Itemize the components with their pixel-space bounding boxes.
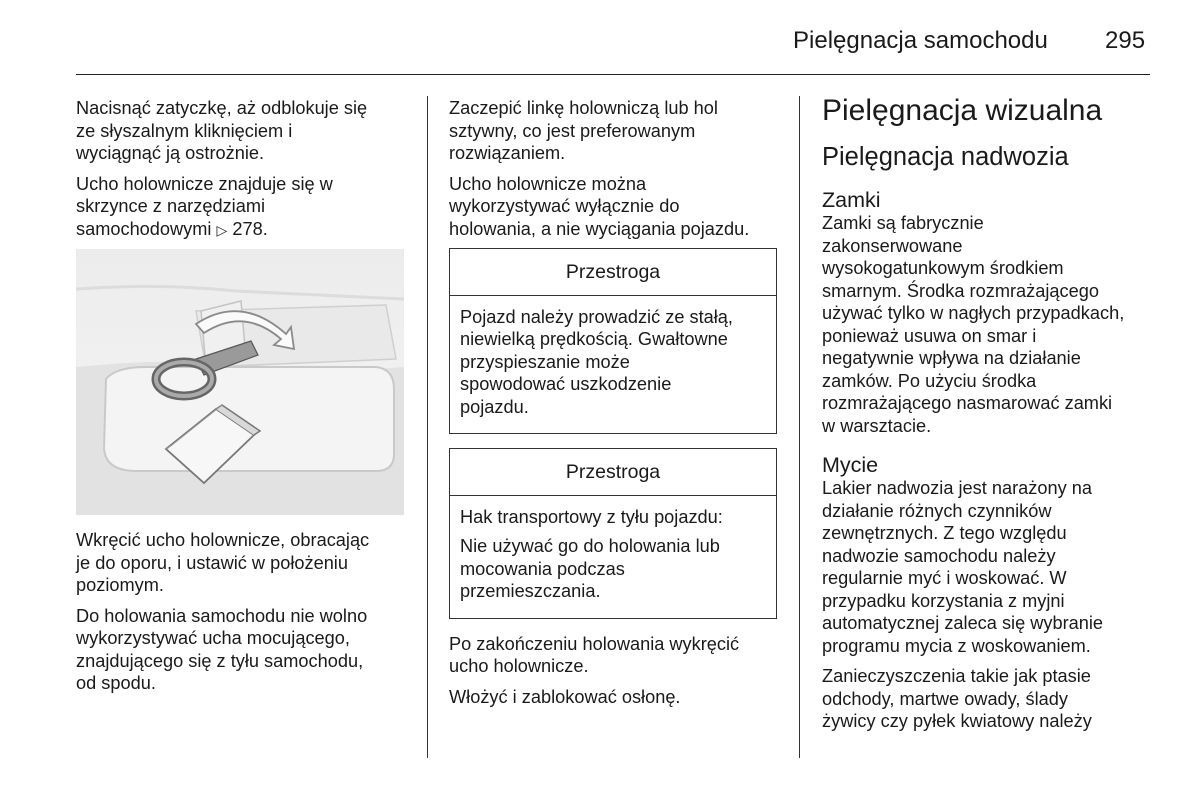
paragraph-insert-cover: Włożyć i zablokować osłonę. (449, 686, 681, 707)
paragraph-towing-only: Ucho holownicze można wykorzystywać wyłącznie do holowania, a nie wyciągania pojazdu. (449, 173, 750, 239)
section-heading: Pielęgnacja wizualna (822, 94, 1103, 127)
column-divider-1 (427, 96, 428, 758)
warning-title: Przestroga (450, 249, 776, 296)
washing-heading: Mycie (822, 453, 879, 477)
tow-eye-location-text: Ucho holownicze znajduje się w skrzynce z narzędziami samochodowymi (76, 173, 333, 239)
warning-text-hook: Hak transportowy z tyłu pojazdu: (460, 506, 723, 527)
warning-title: Przestroga (450, 449, 776, 496)
paragraph-washing: Lakier nadwozia jest narażony na działanie różnych czynników zewnętrznych. Z tego względu nadwozie samochodu należy regularnie myć i woskować. W przypadku korzystania z myjni automatycznej zaleca się wybranie programu mycia z woskowaniem. (822, 478, 1104, 656)
tow-eye-illustration (76, 249, 404, 515)
warning-text-speed: Pojazd należy prowadzić ze stałą, niewielką prędkością. Gwałtowne przyspieszanie może spowodować uszkodzenie pojazdu. (460, 306, 733, 417)
header-rule (76, 74, 1150, 75)
paragraph-tow-eye-location (76, 173, 411, 242)
paragraph-screw-in-eye: Wkręcić ucho holownicze, obracając je do oporu, i ustawić w położeniu poziomym. (76, 530, 370, 595)
paragraph-attach-rope: Zaczepić linkę holowniczą lub hol sztywny, co jest preferowanym rozwiązaniem. (449, 98, 718, 163)
paragraph-no-rear-eye: Do holowania samochodu nie wolno wykorzystywać ucha mocującego, znajdującego się z tyłu samochodu, od spodu. (76, 605, 368, 693)
column-divider-2 (799, 96, 800, 758)
page-number: 295 (1105, 27, 1146, 54)
subsection-heading: Pielęgnacja nadwozia (822, 143, 1069, 171)
column-3 (822, 94, 1152, 741)
paragraph-press-cap: Nacisnąć zatyczkę, aż odblokuje się ze słyszalnym kliknięciem i wyciągnąć ją ostrożnie. (76, 98, 368, 163)
warning-text-hook-detail: Nie używać go do holowania lub mocowania podczas przemieszczania. (460, 536, 720, 601)
column-1 (76, 97, 411, 703)
warning-box-speed (449, 248, 777, 434)
page-reference-number: 278. (232, 218, 268, 239)
paragraph-unscrew-eye: Po zakończeniu holowania wykręcić ucho holownicze. (449, 633, 740, 676)
locks-heading: Zamki (822, 188, 881, 212)
column-2 (449, 97, 777, 716)
paragraph-locks: Zamki są fabrycznie zakonserwowane wysokogatunkowym środkiem smarnym. Środka rozmrażającego używać tylko w nagłych przypadkach, ponieważ usuwa on smar i negatywnie wpływa na działanie zamków. Po użyciu środka rozmrażającego nasmarować zamki w warsztacie. (822, 213, 1125, 436)
warning-box-hook (449, 448, 777, 619)
paragraph-contaminants: Zanieczyszczenia takie jak ptasie odchody, martwe owady, ślady żywicy czy pyłek kwiatowy należy (822, 666, 1092, 731)
running-header-title: Pielęgnacja samochodu (793, 27, 1048, 54)
page-reference-arrow-icon: ▷ (216, 221, 228, 238)
